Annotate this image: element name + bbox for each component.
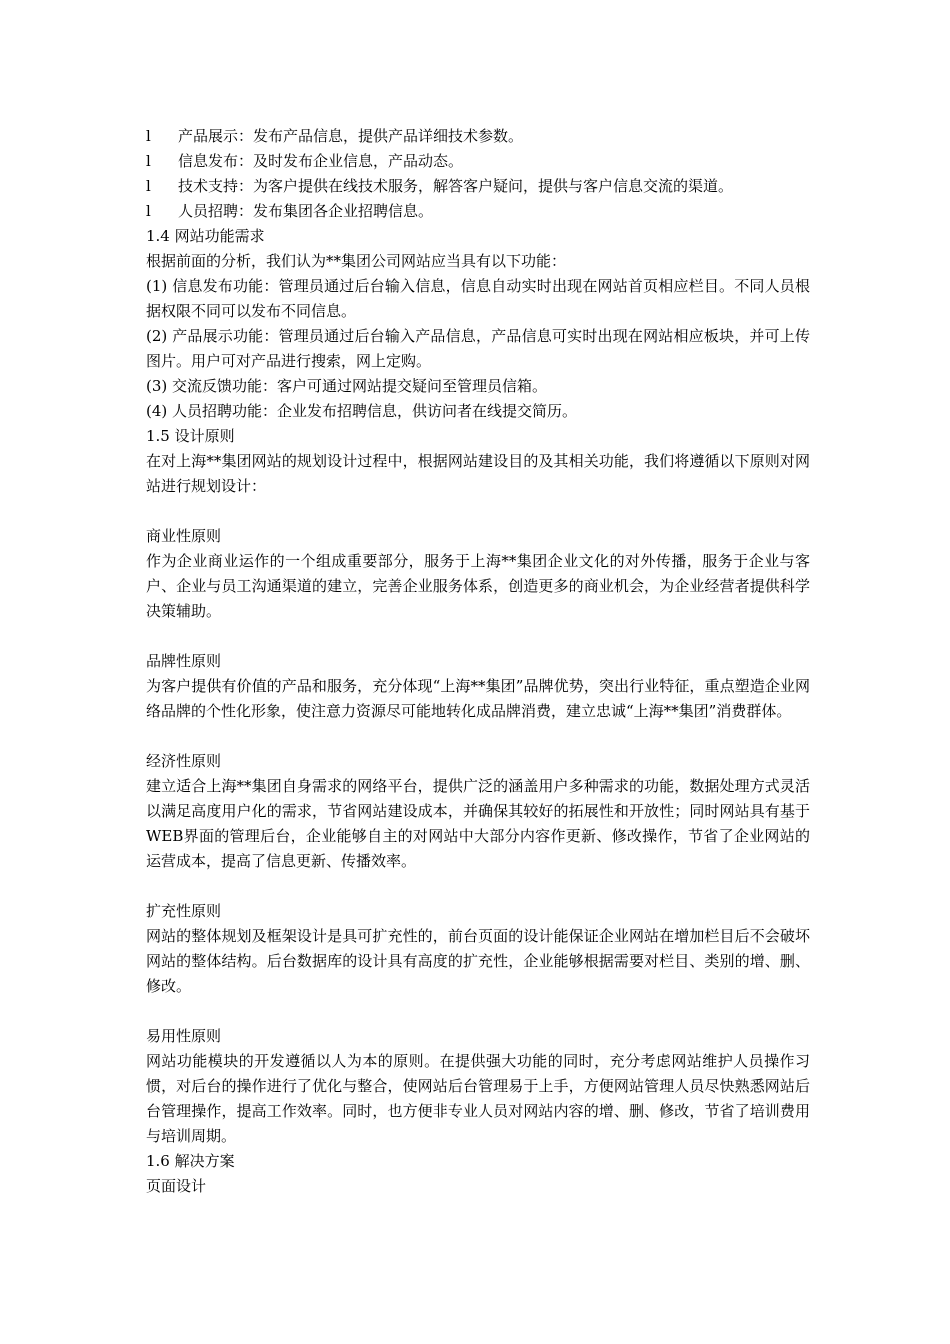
principle-body: 作为企业商业运作的一个组成重要部分，服务于上海**集团企业文化的对外传播，服务于企业与客户、企业与员工沟通渠道的建立，完善企业服务体系，创造更多的商业机会，为企业经营者提供科学决策辅助。: [146, 552, 810, 620]
paragraph: 在对上海**集团网站的规划设计过程中，根据网站建设目的及其相关功能，我们将遵循以下原则对网站进行规划设计：: [146, 452, 810, 495]
bullet-marker: l: [146, 202, 151, 220]
principle-body: 为客户提供有价值的产品和服务，充分体现“上海**集团”品牌优势，突出行业特征，重点塑造企业网络品牌的个性化形象，使注意力资源尽可能地转化成品牌消费，建立忠诚“上海**集团”消费群体。: [146, 677, 810, 720]
principle-title: 经济性原则: [146, 752, 222, 770]
bullet-text: 技术支持：为客户提供在线技术服务，解答客户疑问，提供与客户信息交流的渠道。: [178, 177, 734, 195]
bullet-text: 产品展示：发布产品信息，提供产品详细技术参数。: [178, 127, 524, 145]
principle-title: 扩充性原则: [146, 902, 222, 920]
bullet-item: [146, 124, 810, 149]
blank-line: [146, 724, 810, 749]
section-heading: 1.5 设计原则: [146, 427, 235, 445]
bullet-item: [146, 199, 810, 224]
principle-body: 网站的整体规划及框架设计是具可扩充性的，前台页面的设计能保证企业网站在增加栏目后不会破坏网站的整体结构。后台数据库的设计具有高度的扩充性，企业能够根据需要对栏目、类别的增、删、修改。: [146, 927, 810, 995]
blank-line: [146, 624, 810, 649]
bullet-text: 信息发布：及时发布企业信息，产品动态。: [178, 152, 464, 170]
blank-line: [146, 874, 810, 899]
section-heading: 1.6 解决方案: [146, 1152, 235, 1170]
bullet-marker: l: [146, 177, 151, 195]
paragraph: 根据前面的分析，我们认为**集团公司网站应当具有以下功能：: [146, 252, 567, 270]
function-item: (4) 人员招聘功能：企业发布招聘信息，供访问者在线提交简历。: [146, 402, 578, 420]
bullet-marker: l: [146, 152, 151, 170]
principle-title: 易用性原则: [146, 1027, 222, 1045]
bullet-item: [146, 149, 810, 174]
document-page: [146, 124, 810, 1199]
function-item: (3) 交流反馈功能：客户可通过网站提交疑问至管理员信箱。: [146, 377, 548, 395]
blank-line: [146, 999, 810, 1024]
bullet-text: 人员招聘：发布集团各企业招聘信息。: [178, 202, 434, 220]
section-heading: 1.4 网站功能需求: [146, 227, 265, 245]
bullet-marker: l: [146, 127, 151, 145]
function-item: (1) 信息发布功能：管理员通过后台输入信息，信息自动实时出现在网站首页相应栏目。不同人员根据权限不同可以发布不同信息。: [146, 277, 810, 320]
blank-line: [146, 499, 810, 524]
principle-title: 商业性原则: [146, 527, 222, 545]
function-item: (2) 产品展示功能：管理员通过后台输入产品信息，产品信息可实时出现在网站相应板块，并可上传图片。用户可对产品进行搜索，网上定购。: [146, 327, 810, 370]
principle-title: 品牌性原则: [146, 652, 222, 670]
bullet-item: [146, 174, 810, 199]
subsection-title: 页面设计: [146, 1177, 207, 1195]
principle-body: 网站功能模块的开发遵循以人为本的原则。在提供强大功能的同时，充分考虑网站维护人员操作习惯，对后台的操作进行了优化与整合，使网站后台管理易于上手，方便网站管理人员尽快熟悉网站后台管理操作，提高工作效率。同时，也方便非专业人员对网站内容的增、删、修改，节省了培训费用与培训周期。: [146, 1052, 810, 1145]
principle-body: 建立适合上海**集团自身需求的网络平台，提供广泛的涵盖用户多种需求的功能，数据处理方式灵活以满足高度用户化的需求，节省网站建设成本，并确保其较好的拓展性和开放性；同时网站具有基于WEB界面的管理后台，企业能够自主的对网站中大部分内容作更新、修改操作，节省了企业网站的运营成本，提高了信息更新、传播效率。: [146, 777, 810, 870]
